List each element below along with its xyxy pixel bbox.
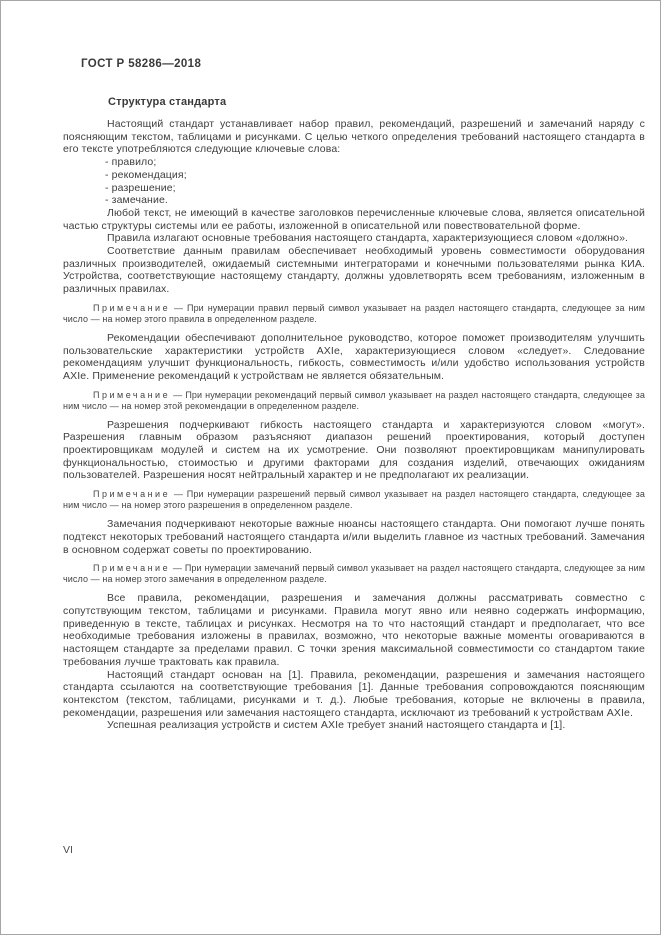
list-item: - разрешение; xyxy=(105,181,176,194)
paragraph: Любой текст, не имеющий в качестве заголовков перечисленные ключевые слова, является описательной частью структуры системы или ее работы, изложенной в описательной или повествовательной форме. xyxy=(63,206,645,232)
list-item: - рекомендация; xyxy=(105,168,187,181)
note-label: Примечание xyxy=(93,489,171,500)
list-item: - замечание. xyxy=(105,194,168,207)
document-body xyxy=(63,118,645,732)
document-header: ГОСТ Р 58286—2018 xyxy=(81,58,202,70)
paragraph: Настоящий стандарт основан на [1]. Правила, рекомендации, разрешения и замечания настоящего стандарта ссылаются на соответствующие требования [1]. Данные требования сопровождаются поясняющим контекстом (текстом, таблицами, рисунками и т. д.). Любые требования, которые не включены в правила, рекомендации, разрешения или замечания настоящего стандарта, исключают из требований к устройствам AXIe. xyxy=(63,668,645,719)
page-number: VI xyxy=(63,844,73,856)
note: Примечание — При нумерации разрешений первый символ указывает на раздел настоящего стандарта, следующее за ним число — на номер этого разрешения в определенном разделе. xyxy=(63,489,645,511)
paragraph: Разрешения подчеркивают гибкость настоящего стандарта и характеризуются словом «могут». Разрешения главным образом разъясняют диапазон решений проектирования, который доступен проектировщикам модулей и систем на их усмотрение. Они позволяют проектировщикам манипулировать функциональностью, стоимостью и другими факторами для создания изделий, отвечающих ожиданиям пользователей. Разрешения носят нейтральный характер и не предполагают их реализации. xyxy=(63,418,645,482)
note: Примечание — При нумерации замечаний первый символ указывает на раздел настоящего стандарта, следующее за ним число — на номер этого замечания в определенном разделе. xyxy=(63,563,645,585)
list-item: - правило; xyxy=(105,156,157,169)
paragraph: Правила излагают основные требования настоящего стандарта, характеризующиеся словом «должно». xyxy=(107,232,629,245)
note: Примечание — При нумерации рекомендаций первый символ указывает на раздел настоящего стандарта, следующее за ним число — на номер этой рекомендации в определенном разделе. xyxy=(63,389,645,411)
paragraph: Настоящий стандарт устанавливает набор правил, рекомендаций, разрешений и замечаний наряду с поясняющим текстом, таблицами и рисунками. С целью четкого определения требований настоящего стандарта в его тексте употребляются следующие ключевые слова: xyxy=(63,118,645,156)
note: Примечание — При нумерации правил первый символ указывает на раздел настоящего стандарта, следующее за ним число — на номер этого правила в определенном разделе. xyxy=(63,302,645,324)
section-title: Структура стандарта xyxy=(108,96,227,108)
paragraph: Успешная реализация устройств и систем AXIe требует знаний настоящего стандарта и [1]. xyxy=(107,719,566,732)
paragraph: Все правила, рекомендации, разрешения и замечания должны рассматривать совместно с сопутствующим текстом, таблицами и рисунками. Правила могут явно или неявно содержать информацию, приведенную в тексте, таблицах и рисунках. Несмотря на то что настоящий стандарт и предполагает, что все необходимые требования изложены в правилах, возможно, что некоторые важные моменты оговариваются в настоящем стандарте за пределами правил. С точки зрения максимальной совместимости со стандартом такие требования лучше трактовать как правила. xyxy=(63,592,645,668)
paragraph: Замечания подчеркивают некоторые важные нюансы настоящего стандарта. Они помогают лучше понять подтекст некоторых требований настоящего стандарта и/или выделить главное из частных требований. Замечания в основном содержат советы по проектированию. xyxy=(63,518,645,556)
note-label: Примечание xyxy=(93,563,171,574)
paragraph: Соответствие данным правилам обеспечивает необходимый уровень совместимости оборудования различных производителей, ожидаемый системными интеграторами и конечными пользователями рынка КИА. Устройства, соответствующие настоящему стандарту, должны удовлетворять всем требованиям, изложенным в различных правилах. xyxy=(63,245,645,296)
note-label: Примечание xyxy=(93,302,171,313)
note-label: Примечание xyxy=(93,389,171,400)
paragraph: Рекомендации обеспечивают дополнительное руководство, которое поможет производителям улучшить пользовательские характеристики устройств AXIe, характеризующиеся словом «следует». Следование рекомендациям улучшит функциональность, гибкость, совместимость и/или удобство использования устройств AXIe. Применение рекомендаций к устройствам не является обязательным. xyxy=(63,331,645,382)
